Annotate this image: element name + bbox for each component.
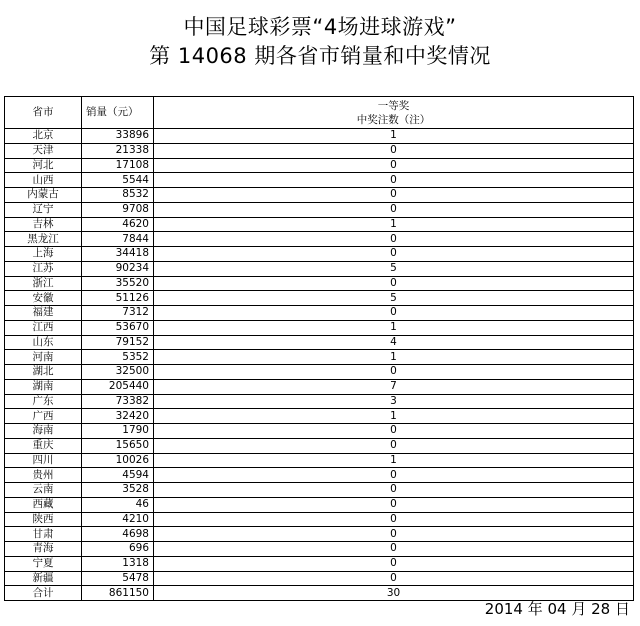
cell-province: 河南 (5, 350, 82, 365)
table-row (5, 512, 634, 527)
table-row (5, 453, 634, 468)
cell-sales: 3528 (82, 483, 154, 498)
cell-sales: 46 (82, 497, 154, 512)
table-row (5, 350, 634, 365)
table-row (5, 335, 634, 350)
cell-province: 山东 (5, 335, 82, 350)
cell-winners: 0 (154, 556, 634, 571)
cell-winners: 0 (154, 158, 634, 173)
cell-winners: 0 (154, 365, 634, 380)
cell-province: 江西 (5, 320, 82, 335)
table-row (5, 276, 634, 291)
cell-province: 新疆 (5, 571, 82, 586)
cell-winners: 30 (154, 586, 634, 601)
table-row (5, 247, 634, 262)
cell-province: 广西 (5, 409, 82, 424)
cell-sales: 33896 (82, 129, 154, 144)
table-row (5, 527, 634, 542)
cell-winners: 0 (154, 232, 634, 247)
cell-winners: 5 (154, 291, 634, 306)
page-title: 中国足球彩票“4场进球游戏” (183, 15, 457, 39)
cell-sales: 32420 (82, 409, 154, 424)
cell-winners: 1 (154, 409, 634, 424)
cell-sales: 205440 (82, 379, 154, 394)
report-date: 2014 年 04 月 28 日 (484, 600, 630, 618)
cell-province: 甘肃 (5, 527, 82, 542)
cell-province: 湖北 (5, 365, 82, 380)
table-row (5, 424, 634, 439)
table-row (5, 571, 634, 586)
cell-sales: 32500 (82, 365, 154, 380)
header-province: 省市 (5, 97, 82, 129)
cell-sales: 79152 (82, 335, 154, 350)
cell-province: 宁夏 (5, 556, 82, 571)
cell-sales: 15650 (82, 438, 154, 453)
cell-province: 辽宁 (5, 202, 82, 217)
table-row (5, 542, 634, 557)
cell-winners: 0 (154, 483, 634, 498)
cell-winners: 0 (154, 497, 634, 512)
cell-province: 吉林 (5, 217, 82, 232)
table-row (5, 188, 634, 203)
cell-sales: 90234 (82, 261, 154, 276)
cell-province: 合计 (5, 586, 82, 601)
header-first-prize-label: 一等奖 (377, 99, 410, 112)
table-header-row (5, 97, 634, 129)
cell-winners: 0 (154, 424, 634, 439)
cell-sales: 5544 (82, 173, 154, 188)
cell-sales: 35520 (82, 276, 154, 291)
cell-province: 湖南 (5, 379, 82, 394)
cell-winners: 0 (154, 512, 634, 527)
table-row (5, 217, 634, 232)
cell-sales: 5478 (82, 571, 154, 586)
cell-province: 福建 (5, 306, 82, 321)
cell-sales: 5352 (82, 350, 154, 365)
cell-winners: 0 (154, 247, 634, 262)
cell-sales: 1318 (82, 556, 154, 571)
table-row (5, 232, 634, 247)
table-row (5, 320, 634, 335)
cell-sales: 34418 (82, 247, 154, 262)
cell-winners: 1 (154, 217, 634, 232)
table-row (5, 173, 634, 188)
cell-winners: 7 (154, 379, 634, 394)
cell-province: 河北 (5, 158, 82, 173)
table-row (5, 409, 634, 424)
cell-province: 内蒙古 (5, 188, 82, 203)
cell-sales: 4698 (82, 527, 154, 542)
cell-province: 青海 (5, 542, 82, 557)
table-row (5, 483, 634, 498)
header-sales: 销量（元） (82, 97, 154, 129)
cell-province: 海南 (5, 424, 82, 439)
cell-province: 黑龙江 (5, 232, 82, 247)
cell-province: 天津 (5, 143, 82, 158)
cell-winners: 0 (154, 438, 634, 453)
cell-province: 浙江 (5, 276, 82, 291)
table-row (5, 379, 634, 394)
table-row (5, 261, 634, 276)
cell-sales: 21338 (82, 143, 154, 158)
cell-winners: 0 (154, 306, 634, 321)
cell-winners: 5 (154, 261, 634, 276)
table-row (5, 143, 634, 158)
cell-province: 安徽 (5, 291, 82, 306)
cell-winners: 1 (154, 129, 634, 144)
table-row (5, 468, 634, 483)
cell-province: 贵州 (5, 468, 82, 483)
cell-winners: 0 (154, 276, 634, 291)
cell-sales: 9708 (82, 202, 154, 217)
cell-province: 云南 (5, 483, 82, 498)
cell-sales: 8532 (82, 188, 154, 203)
cell-sales: 51126 (82, 291, 154, 306)
cell-winners: 0 (154, 202, 634, 217)
cell-sales: 1790 (82, 424, 154, 439)
cell-winners: 0 (154, 571, 634, 586)
cell-province: 西藏 (5, 497, 82, 512)
cell-sales: 4594 (82, 468, 154, 483)
cell-province: 江苏 (5, 261, 82, 276)
cell-winners: 0 (154, 143, 634, 158)
table-row (5, 158, 634, 173)
header-first-prize (154, 97, 634, 129)
cell-sales: 4210 (82, 512, 154, 527)
cell-province: 上海 (5, 247, 82, 262)
cell-province: 陕西 (5, 512, 82, 527)
table-row (5, 365, 634, 380)
cell-sales: 73382 (82, 394, 154, 409)
cell-winners: 4 (154, 335, 634, 350)
cell-winners: 1 (154, 453, 634, 468)
cell-province: 广东 (5, 394, 82, 409)
cell-province: 重庆 (5, 438, 82, 453)
header-winner-count-label: 中奖注数（注） (356, 113, 431, 126)
cell-sales: 7844 (82, 232, 154, 247)
cell-province: 四川 (5, 453, 82, 468)
cell-winners: 0 (154, 542, 634, 557)
table-row (5, 129, 634, 144)
cell-sales: 10026 (82, 453, 154, 468)
sales-table (4, 96, 634, 601)
cell-winners: 0 (154, 188, 634, 203)
cell-winners: 1 (154, 320, 634, 335)
table-row (5, 306, 634, 321)
table-row (5, 497, 634, 512)
cell-winners: 3 (154, 394, 634, 409)
page-subtitle: 第 14068 期各省市销量和中奖情况 (149, 44, 491, 68)
cell-sales: 861150 (82, 586, 154, 601)
table-row (5, 394, 634, 409)
cell-sales: 17108 (82, 158, 154, 173)
cell-sales: 53670 (82, 320, 154, 335)
cell-sales: 696 (82, 542, 154, 557)
table-row (5, 291, 634, 306)
cell-sales: 4620 (82, 217, 154, 232)
cell-winners: 0 (154, 468, 634, 483)
cell-winners: 0 (154, 173, 634, 188)
table-row (5, 438, 634, 453)
table-row (5, 202, 634, 217)
cell-winners: 0 (154, 527, 634, 542)
table-body (5, 129, 634, 601)
cell-winners: 1 (154, 350, 634, 365)
cell-province: 山西 (5, 173, 82, 188)
cell-province: 北京 (5, 129, 82, 144)
table-row (5, 556, 634, 571)
cell-sales: 7312 (82, 306, 154, 321)
